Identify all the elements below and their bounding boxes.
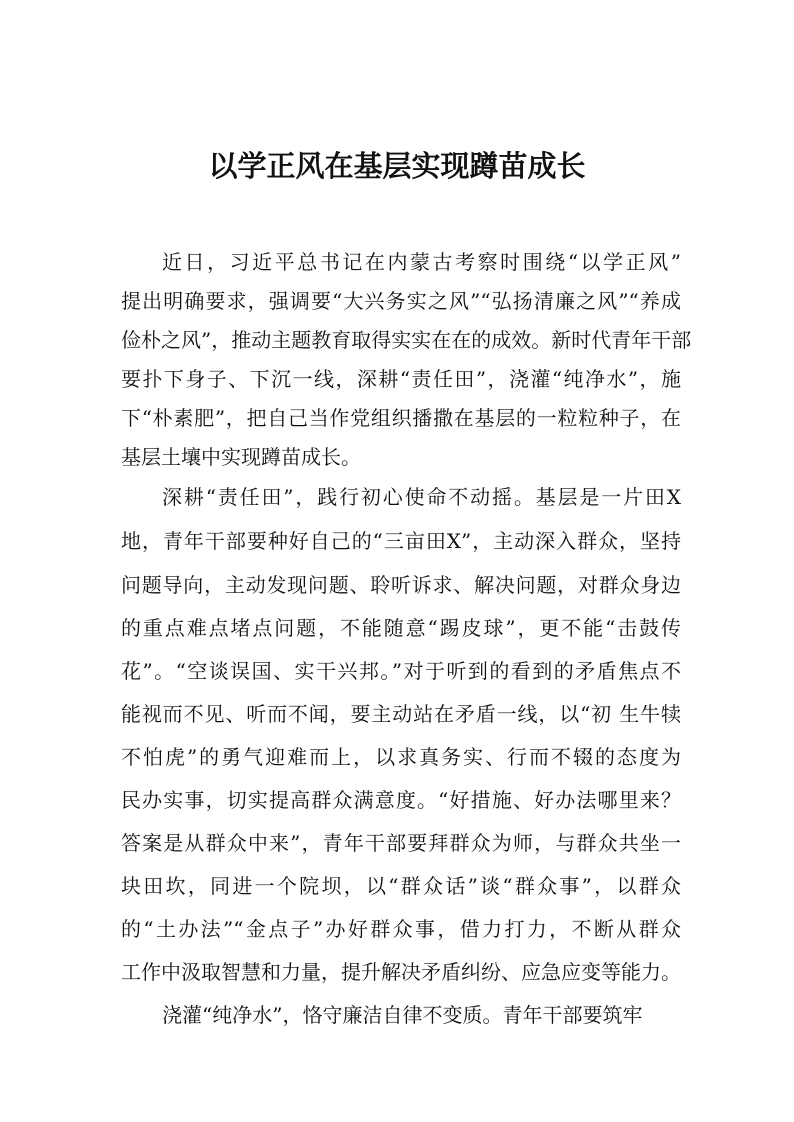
paragraph-1-line-3: 俭朴之风”，推动主题教育取得实实在在的成效。新时代青年干部 [121, 328, 692, 352]
document-title: 以学正风在基层实现蹲苗成长 [208, 149, 586, 183]
paragraph-2-line-7: 不怕虎”的勇气迎难而上，以求真务实、行而不辍的态度为 [121, 745, 681, 769]
paragraph-2-line-11: 的“土办法”“金点子”办好群众事，借力打力，不断从群众 [121, 917, 681, 941]
paragraph-2-line-8: 民办实事，切实提高群众满意度。“好措施、好办法哪里来？ [121, 788, 681, 812]
paragraph-1-line-1: 近日，习近平总书记在内蒙古考察时围绕“以学正风” [162, 250, 681, 274]
paragraph-2-line-1: 深耕“责任田”，践行初心使命不动摇。基层是一片田X [162, 485, 681, 509]
paragraph-1-line-5: 下“朴素肥”，把自己当作党组织播撒在基层的一粒粒种子，在 [121, 406, 681, 430]
paragraph-2-line-2: 地，青年干部要种好自己的“三亩田X”，主动深入群众，坚持 [121, 529, 681, 553]
paragraph-2-line-4: 的重点难点堵点问题，不能随意“踢皮球”，更不能“击鼓传 [121, 616, 681, 640]
paragraph-2-line-9: 答案是从群众中来”，青年干部要拜群众为师，与群众共坐一 [121, 831, 681, 855]
paragraph-2-line-3: 问题导向，主动发现问题、聆听诉求、解决问题，对群众身边 [121, 573, 681, 597]
paragraph-2-line-6: 能视而不见、听而不闻，要主动站在矛盾一线，以“初 生牛犊 [121, 702, 681, 726]
paragraph-1-line-6: 基层土壤中实现蹲苗成长。 [121, 445, 361, 469]
paragraph-2-line-10: 块田坎，同进一个院坝，以“群众话”谈“群众事”，以群众 [121, 874, 681, 898]
paragraph-2-line-12: 工作中汲取智慧和力量，提升解决矛盾纠纷、应急应变等能力。 [121, 960, 681, 984]
paragraph-1-line-2: 提出明确要求，强调要“大兴务实之风”“弘扬清廉之风”“养成 [121, 289, 681, 313]
paragraph-1-line-4: 要扑下身子、下沉一线，深耕“责任田”，浇灌“纯净水”，施 [121, 367, 681, 391]
paragraph-2-line-5: 花”。“空谈误国、实干兴邦。”对于听到的看到的矛盾焦点不 [121, 659, 681, 683]
paragraph-3-line-1: 浇灌“纯净水”，恪守廉洁自律不变质。青年干部要筑牢 [162, 1003, 643, 1027]
